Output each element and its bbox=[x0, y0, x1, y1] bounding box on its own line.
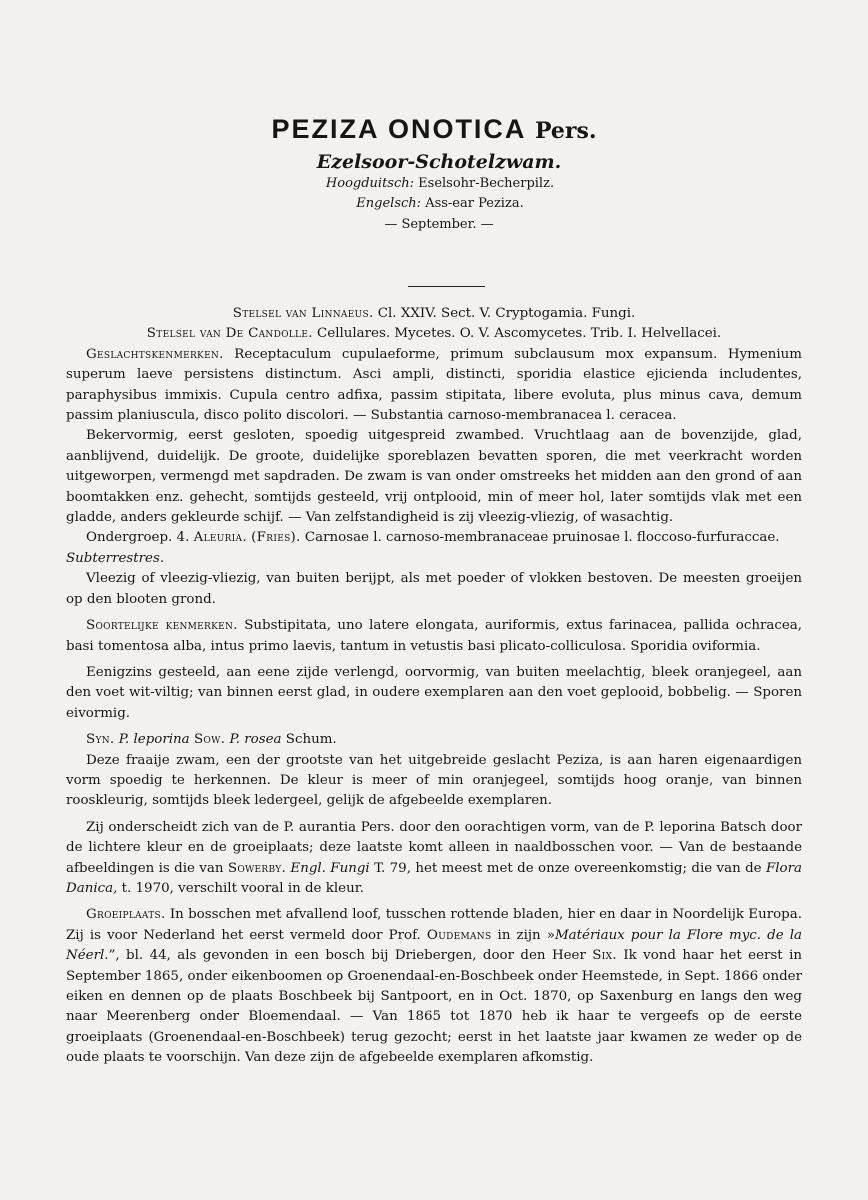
description-paragraph-2 bbox=[66, 818, 802, 900]
synonym-2-author: Schum. bbox=[285, 732, 337, 748]
materiaux-ref: Matériaux pour la Flore myc. de la Néerl. bbox=[66, 927, 802, 964]
habitat-d: Ik vond haar het eerst in September 1865, onder eikenboomen op Groenendaal-en-Boschbeek onder Heemstede, in Sept. 1866 onder eiken en dennen op de plaats Boschbeek bij Santpoort, en in Oct. 1870, op Saxenburg en langs den weg naar Meerenberg onder Bloemendaal. — Van 1865 tot 1870 heb ik haar te vergeefs op de eerste groeiplaats (Groenendaal-en-Boschbeek) terug gezocht; eerst in het laatste jaar kwamen ze weder op de oude plaats te voorschijn. Van deze zijn de afgebeelde exemplaren afkomstig. bbox=[66, 948, 802, 1066]
system-candolle-label: Stelsel van De Candolle. bbox=[146, 326, 313, 342]
subgroup-latin-extra: Subterrestres. bbox=[66, 550, 165, 566]
synonym-2-name: P. rosea bbox=[229, 732, 282, 748]
subgroup-latin bbox=[66, 528, 802, 548]
system-linnaeus bbox=[66, 304, 802, 324]
habitat-a: In bosschen met afvallend loof, tusschen rottende bladen, hier en daar in Noordelijk Europa. Zij is voor Nederland het eerst vermeld door Prof. bbox=[66, 907, 802, 943]
main-text bbox=[66, 304, 802, 1069]
system-candolle bbox=[66, 324, 802, 344]
english-name-line bbox=[12, 194, 868, 214]
english-label: Engelsch: bbox=[356, 196, 422, 211]
description-paragraph-1: Deze fraaije zwam, een der grootste van het uitgebreide geslacht Peziza, is aan haren eigenaardigen vorm spoedig te herkennen. De kleur is meer of min oranjegeel, somtijds hoog oranje, van binnen rooskleurig, somtijds bleek ledergeel, gelijk de afgebeelde exemplaren. bbox=[66, 752, 802, 809]
habitat-paragraph bbox=[66, 905, 802, 1068]
german-name: Eselsohr-Becherpilz. bbox=[418, 176, 555, 191]
description-2c: t. 1970, verschilt vooral in de kleur. bbox=[121, 880, 364, 896]
synonym-1-author: Sow. bbox=[193, 732, 226, 748]
subgroup-name: Aleuria. bbox=[193, 530, 247, 546]
species-characters-latin-text: Substipitata, uno latere elongata, auriformis, extus farinacea, pallida ochracea, basi tomentosa alba, intus primo laevis, tantum in vetustis basi plicato-colliculosa. Sporidia oviformia. bbox=[66, 618, 802, 654]
habitat-c: ”, bl. 44, als gevonden in een bosch bij Driebergen, door den Heer bbox=[108, 948, 586, 964]
genus-characters-latin bbox=[66, 345, 802, 427]
habitat-label: Groeiplaats. bbox=[86, 907, 166, 923]
english-name: Ass-ear Peziza. bbox=[425, 196, 524, 211]
genus-characters-dutch: Bekervormig, eerst gesloten, spoedig uitgespreid zwambed. Vruchtlaag aan de bovenzijde, glad, aanblijvend, duidelijk. De groote, duidelijke sporeblazen bevatten sporen, die met veerkracht worden uitgeworpen, vermengd met sapdraden. De zwam is van onder omstreeks het midden aan den grond of aan boomtakken enz. gehecht, somtijds gesteeld, vrij ontplooid, min of meer hol, later somtijds vlak met een gladde, anders gekleurde schijf. — Van zelfstandigheid is zij vleezig-vliezig, of wasachtig. bbox=[66, 428, 802, 526]
subgroup-authority: (Fries). bbox=[251, 530, 301, 546]
genus-characters-latin-text: Receptaculum cupulaeforme, primum subclausum mox expansum. Hymenium superum laeve persistens distinctum. Asci ampli, distincti, sporidia elastice ejicienda includentes, paraphysibus immixis. Cupula centro adfixa, passim stipitata, libere evoluta, plus minus cava, demum passim planiuscula, disco polito discolori. — Substantia carnoso-membranacea l. ceracea. bbox=[66, 346, 802, 424]
habitat-b: in zijn » bbox=[497, 927, 555, 943]
system-linnaeus-text: Cl. XXIV. Sect. V. Cryptogamia. Fungi. bbox=[377, 306, 636, 321]
six-ref: Six. bbox=[592, 948, 617, 964]
month-line: — September. — bbox=[384, 217, 494, 232]
divider-rule bbox=[408, 286, 485, 287]
oudemans-ref: Oudemans bbox=[426, 927, 492, 943]
page-title bbox=[0, 112, 868, 148]
subgroup-prefix: Ondergroep. 4. bbox=[86, 530, 190, 546]
german-name-line bbox=[12, 174, 868, 194]
subgroup-latin-text: Carnosae l. carnoso-membranaceae pruinosae l. floccoso-furfuraccae. bbox=[304, 530, 780, 546]
system-candolle-text: Cellulares. Mycetes. O. V. Ascomycetes. Trib. I. Helvellacei. bbox=[317, 326, 722, 342]
page-header bbox=[0, 112, 868, 236]
sowerby-ref: Sowerby. bbox=[227, 860, 287, 876]
subgroup-dutch: Vleezig of vleezig-vliezig, van buiten berijpt, als met poeder of vlokken bestoven. De meesten groeijen op den blooten grond. bbox=[66, 571, 802, 607]
description-2a: Zij onderscheidt zich van de P. aurantia Pers. door den oorachtigen vorm, van de P. leporina Batsch door de lichtere kleur en de groeiplaats; deze laatste komt alleen in naaldbosschen voor. — Van de bestaande afbeeldingen is die van bbox=[66, 819, 802, 876]
species-characters-label: Soortelijke kenmerken. bbox=[86, 618, 238, 634]
german-label: Hoogduitsch: bbox=[325, 176, 415, 191]
genus-characters-label: Geslachtskenmerken. bbox=[86, 346, 224, 362]
synonyms bbox=[66, 730, 802, 750]
synonym-1-name: P. leporina bbox=[118, 732, 190, 748]
system-linnaeus-label: Stelsel van Linnaeus. bbox=[232, 306, 374, 321]
species-characters-latin bbox=[66, 616, 802, 657]
synonyms-label: Syn. bbox=[86, 732, 115, 748]
species-author: Pers. bbox=[534, 118, 597, 144]
dutch-common-name: Ezelsoor-Schotelzwam. bbox=[316, 151, 562, 173]
flora-danica-ref: Flora Danica, bbox=[66, 860, 802, 896]
description-2b: T. 79, het meest met de onze overeenkomstig; die van de bbox=[374, 860, 762, 876]
species-name: PEZIZA ONOTICA bbox=[271, 114, 526, 144]
engl-fungi-ref: Engl. Fungi bbox=[290, 860, 370, 876]
species-characters-dutch: Eenigzins gesteeld, aan eene zijde verlengd, oorvormig, van buiten meelachtig, bleek oranjegeel, aan den voet wit-viltig; van binnen eerst glad, in oudere exemplaren aan den voet geplooid, bobbelig. — Sporen eivormig. bbox=[66, 664, 802, 721]
